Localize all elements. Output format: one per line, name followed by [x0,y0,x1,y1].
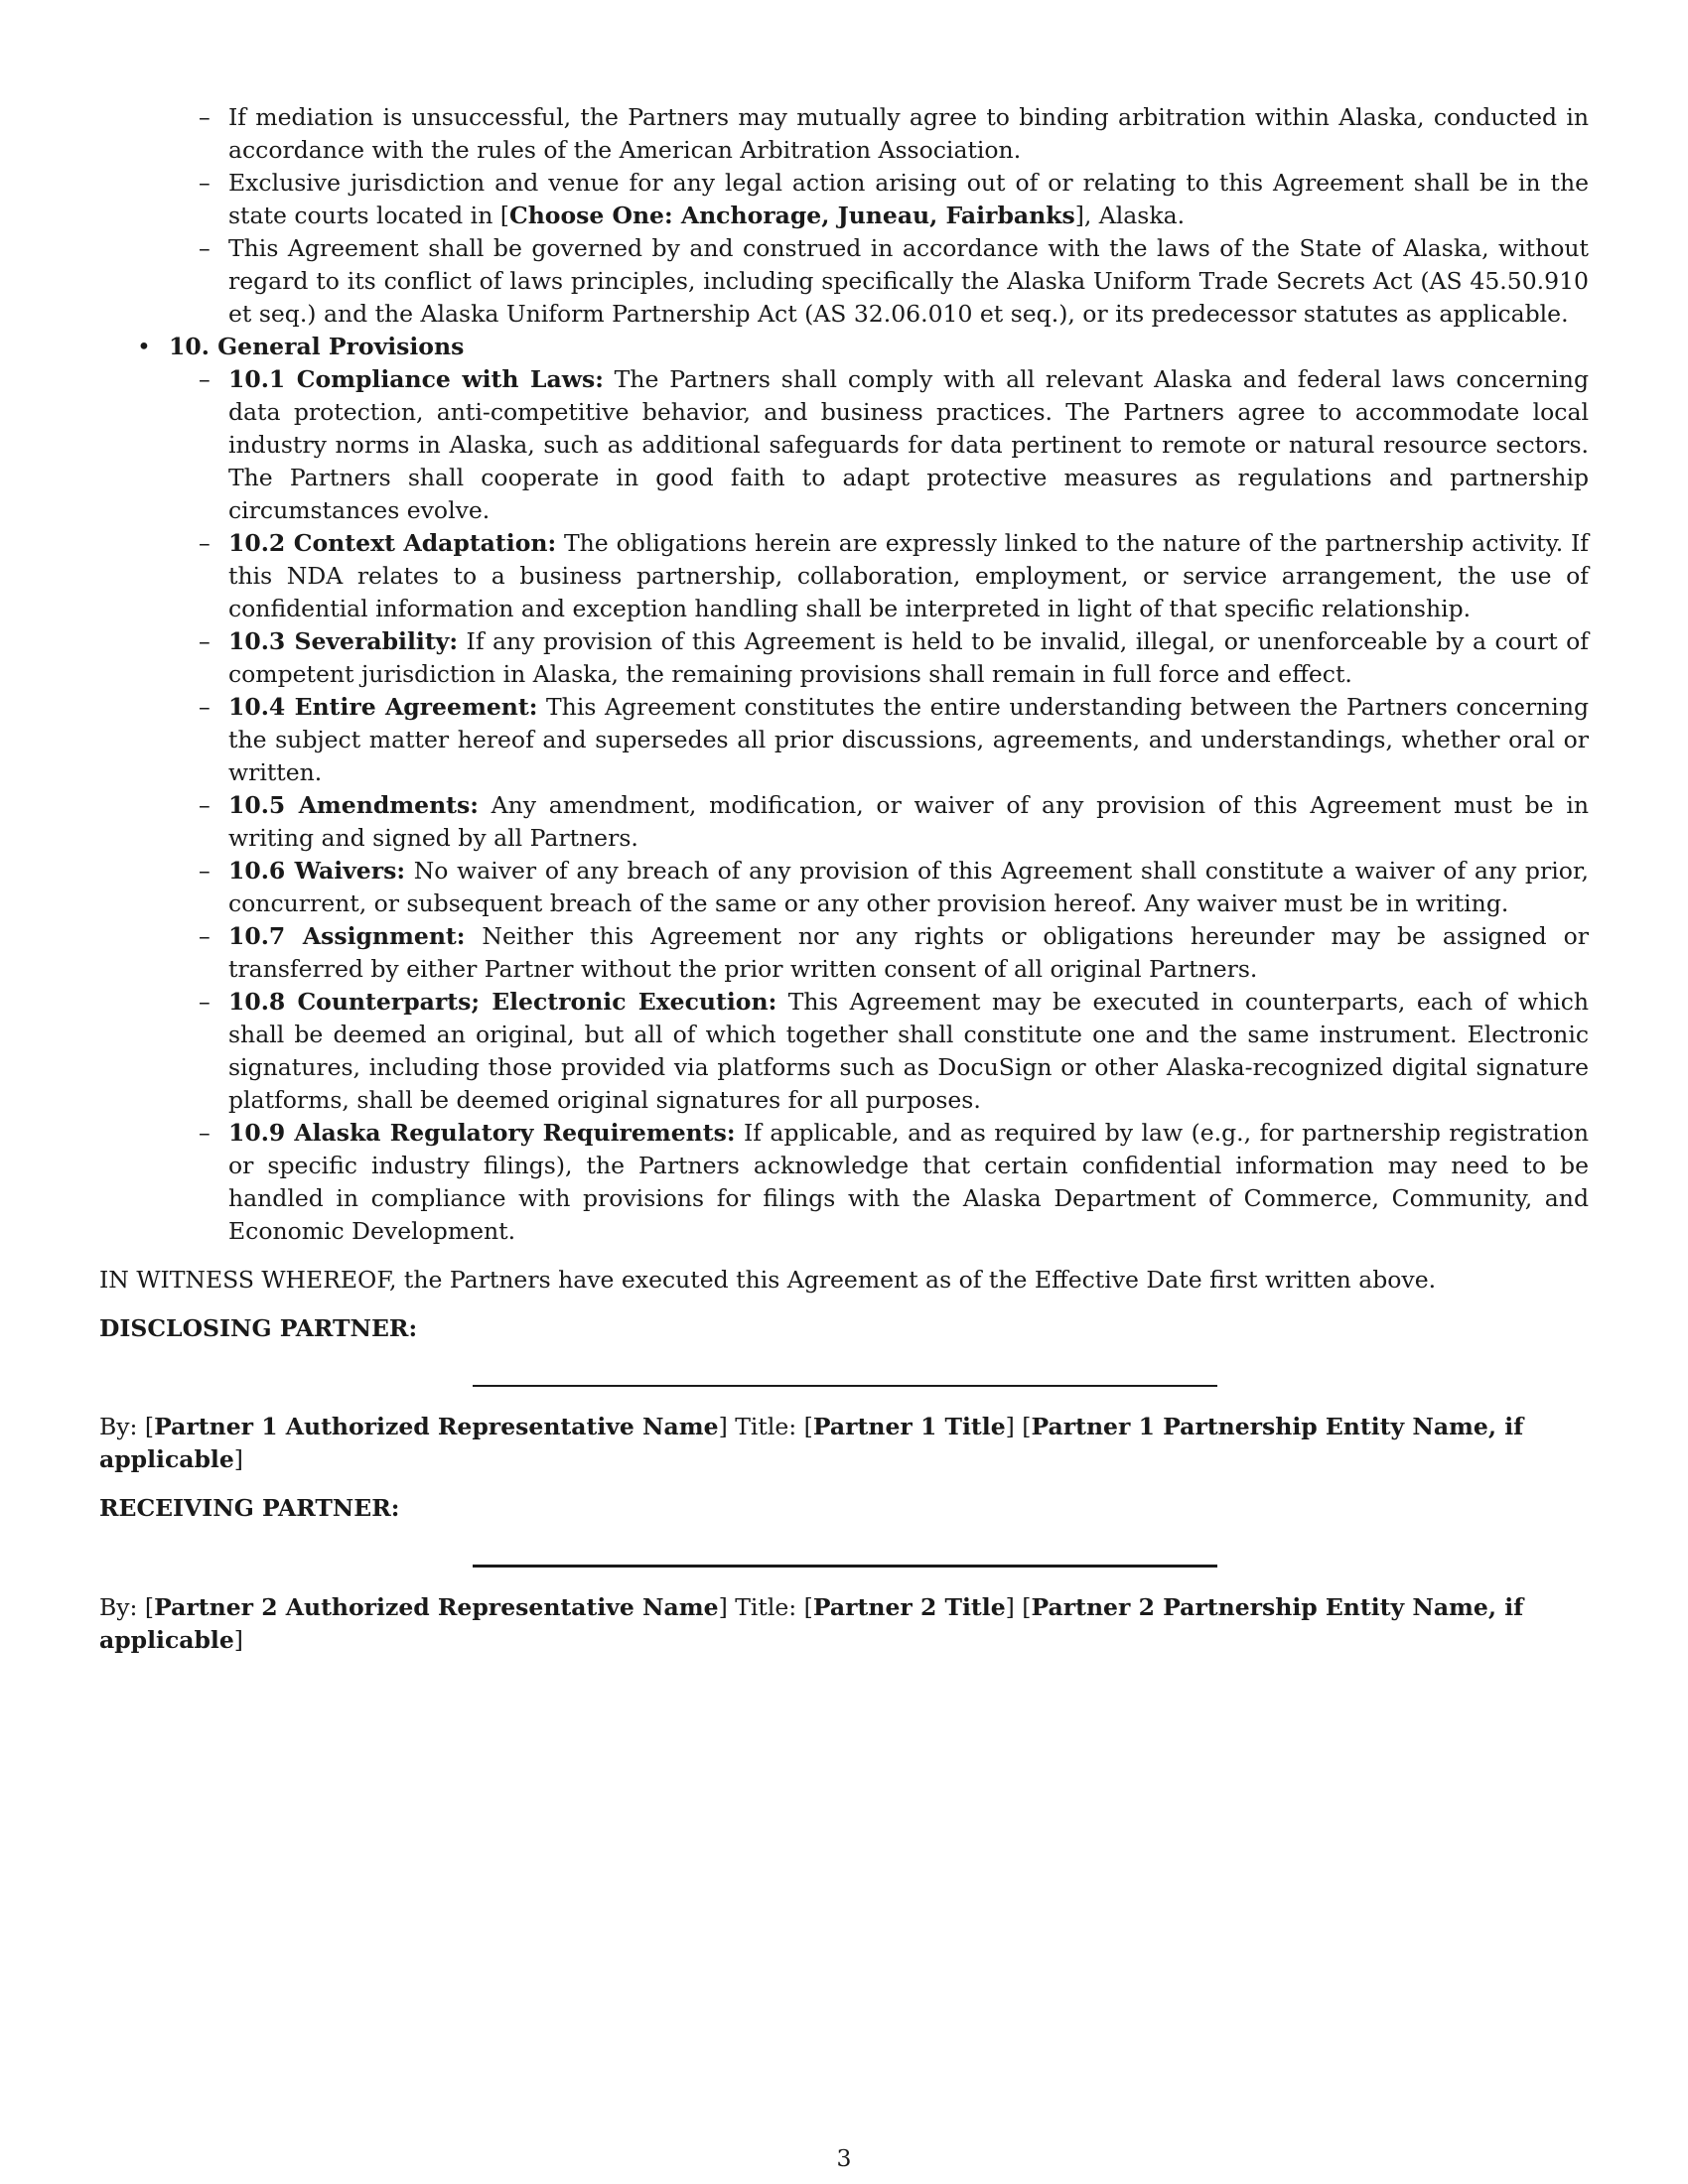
partner-2-entity-placeholder: Partner 2 Partnership Entity Name, if applicable [99,1593,1524,1654]
partner-2-name-placeholder: Partner 2 Authorized Representative Name [154,1593,719,1621]
list-item-jurisdiction: – Exclusive jurisdiction and venue for any legal action arising out of or relating to this Agreement shall be in the state courts located in [Choose One: Anchorage, Juneau, Fairbanks], Alaska. [228,167,1589,232]
dispute-resolution-list [99,101,1589,331]
provision-10-4: – 10.4 Entire Agreement: This Agreement constitutes the entire understanding between the Partners concerning the subject matter hereof and supersedes all prior discussions, agreements, and understandings, whether oral or written. [228,691,1589,789]
disclosing-signature-line [473,1385,1217,1387]
section-heading-general-provisions: • 10. General Provisions [99,331,1589,363]
document-body [99,101,1589,1657]
disclosing-partner-heading: DISCLOSING PARTNER: [99,1314,418,1342]
list-item-mediation: – If mediation is unsuccessful, the Partners may mutually agree to binding arbitration within Alaska, conducted in accordance with the rules of the American Arbitration Association. [228,101,1589,167]
provision-10-1: – 10.1 Compliance with Laws: The Partners shall comply with all relevant Alaska and federal laws concerning data protection, anti-competitive behavior, and business practices. The Partners agree to accommodate local industry norms in Alaska, such as additional safeguards for data pertinent to remote or natural resource sectors. The Partners shall cooperate in good faith to adapt protective measures as regulations and partnership circumstances evolve. [228,363,1589,527]
provision-10-7: – 10.7 Assignment: Neither this Agreement nor any rights or obligations hereunder may be assigned or transferred by either Partner without the prior written consent of all original Partners. [228,920,1589,986]
general-provisions-list [99,363,1589,1248]
page-number: 3 [836,2144,852,2172]
provision-10-2: – 10.2 Context Adaptation: The obligations herein are expressly linked to the nature of the partnership activity. If this NDA relates to a business partnership, collaboration, employment, or service arrangement, the use of confidential information and exception handling shall be interpreted in light of that specific relationship. [228,527,1589,625]
list-item-governing-law: – This Agreement shall be governed by and construed in accordance with the laws of the State of Alaska, without regard to its conflict of laws principles, including specifically the Alaska Uniform Trade Secrets Act (AS 45.50.910 et seq.) and the Alaska Uniform Partnership Act (AS 32.06.010 et seq.), or its predecessor statutes as applicable. [228,232,1589,331]
provision-10-8: – 10.8 Counterparts; Electronic Execution: This Agreement may be executed in counterparts, each of which shall be deemed an original, but all of which together shall constitute one and the same instrument. Electronic signatures, including those provided via platforms such as DocuSign or other Alaska-recognized digital signature platforms, shall be deemed original signatures for all purposes. [228,986,1589,1117]
partner-2-title-placeholder: Partner 2 Title [812,1593,1006,1621]
partner-1-title-placeholder: Partner 1 Title [812,1413,1006,1440]
provision-10-6: – 10.6 Waivers: No waiver of any breach of any provision of this Agreement shall constitute a waiver of any prior, concurrent, or subsequent breach of the same or any other provision hereof. Any waiver must be in writing. [228,855,1589,920]
provision-10-5: – 10.5 Amendments: Any amendment, modification, or waiver of any provision of this Agreement must be in writing and signed by all Partners. [228,789,1589,855]
receiving-signature-line [473,1565,1217,1568]
receiving-partner-heading: RECEIVING PARTNER: [99,1494,400,1522]
provision-10-3: – 10.3 Severability: If any provision of this Agreement is held to be invalid, illegal, or unenforceable by a court of competent jurisdiction in Alaska, the remaining provisions shall remain in full force and effect. [228,625,1589,691]
receiving-signature-block: By: [Partner 2 Authorized Representative Name] Title: [Partner 2 Title] [Partner 2 Partnership Entity Name, if applicable] [99,1593,1524,1654]
witness-clause: IN WITNESS WHEREOF, the Partners have executed this Agreement as of the Effective Date first written above. [99,1266,1437,1294]
partner-1-name-placeholder: Partner 1 Authorized Representative Name [154,1413,719,1440]
disclosing-signature-block: By: [Partner 1 Authorized Representative Name] Title: [Partner 1 Title] [Partner 1 Partnership Entity Name, if applicable] [99,1413,1524,1473]
venue-placeholder: Choose One: Anchorage, Juneau, Fairbanks [508,202,1075,229]
partner-1-entity-placeholder: Partner 1 Partnership Entity Name, if applicable [99,1413,1524,1473]
bullet-icon: • [137,333,151,360]
section-list [99,331,1589,363]
provision-10-9: – 10.9 Alaska Regulatory Requirements: If applicable, and as required by law (e.g., for partnership registration or specific industry filings), the Partners acknowledge that certain confidential information may need to be handled in compliance with provisions for filings with the Alaska Department of Commerce, Community, and Economic Development. [228,1117,1589,1248]
